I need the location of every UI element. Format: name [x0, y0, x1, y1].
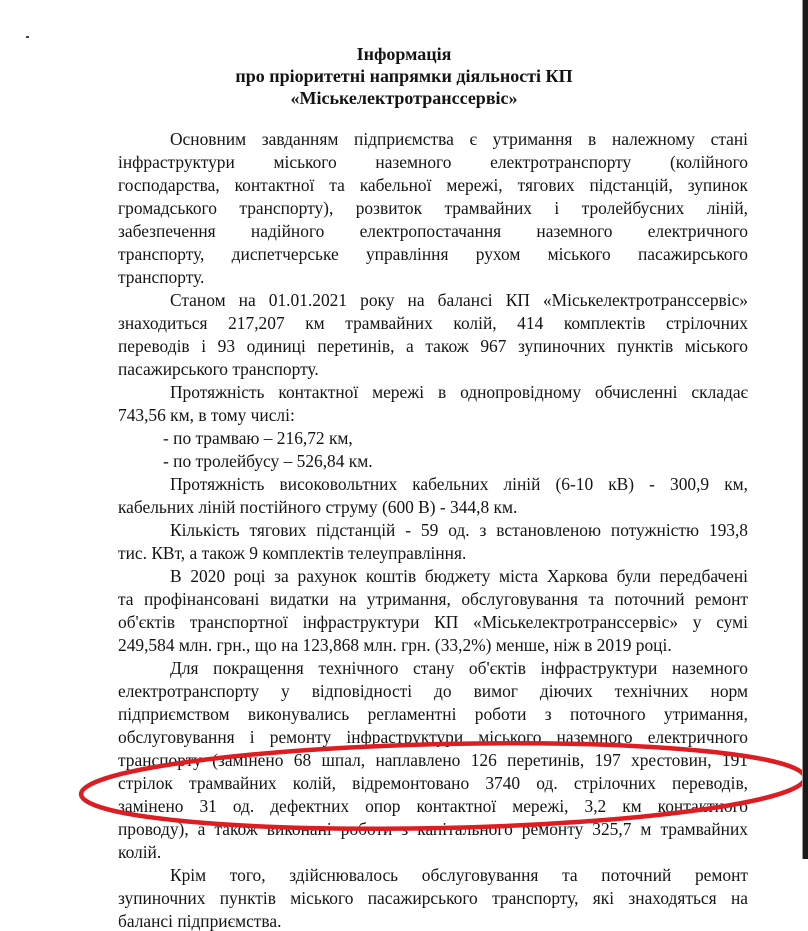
text-line: В 2020 році за рахунок коштів бюджету міста Харкова були передбачені: [170, 566, 748, 586]
text-line: громадського транспорту), розвиток трамвайних і тролейбусних ліній,: [118, 198, 748, 218]
text-line: замінено 31 од. дефектних опор контактної мережі, 3,2 км контактного: [118, 796, 748, 816]
doc-title: Інформація: [356, 44, 452, 64]
text-line: переводів і 93 одиниці перетинів, а також 967 зупиночних пунктів міського: [118, 336, 748, 356]
text-line: господарства, контактної та кабельної мережі, тягових підстанцій, зупинок: [118, 175, 748, 195]
text-line: 249,584 млн. грн., що на 123,868 млн. грн. (33,2%) менше, ніж в 2019 році.: [118, 635, 672, 655]
window-edge: [803, 0, 808, 859]
text-line: Крім того, здійснювалось обслуговування та поточний ремонт: [170, 865, 748, 885]
text-line: обслуговування і ремонту інфраструктури міського наземного електричного: [118, 727, 748, 747]
text-line: транспорту, диспетчерське управління рухом міського пасажирського: [118, 244, 748, 264]
text-line: знаходиться 217,207 км трамвайних колій, 414 комплектів стрілочних: [118, 313, 748, 333]
text-line: Протяжність контактної мережі в однопровідному обчисленні складає: [170, 382, 748, 402]
text-line: проводу), а також виконані роботи з капітального ремонту 325,7 м трамвайних: [118, 819, 748, 839]
list-item: - по трамваю – 216,72 км,: [163, 428, 353, 448]
text-line: підприємством виконувались регламентні роботи з поточного утримання,: [118, 704, 748, 724]
text-line: інфраструктури міського наземного електротранспорту (колійного: [118, 152, 748, 172]
text-line: та профінансовані видатки на утримання, обслуговування та поточний ремонт: [118, 589, 748, 609]
text-line: електротранспорту у відповідності до вимог діючих технічних норм: [118, 681, 748, 701]
text-line: Для покращення технічного стану об'єктів інфраструктури наземного: [170, 658, 748, 678]
text-line: Кількість тягових підстанцій - 59 од. з встановленою потужністю 193,8: [170, 520, 748, 540]
text-line: колій.: [118, 842, 162, 862]
text-line: Основним завданням підприємства є утримання в належному стані: [170, 129, 748, 149]
text-line: стрілок трамвайних колій, відремонтовано 3740 од. стрілочних переводів,: [118, 773, 748, 793]
doc-subtitle: про пріоритетні напрямки діяльності КП: [235, 66, 573, 86]
text-line: 743,56 км, в тому числі:: [118, 405, 295, 425]
text-line: пасажирського транспорту.: [118, 359, 319, 379]
text-line: Станом на 01.01.2021 року на балансі КП «Міськелектротранссервіс»: [170, 290, 748, 310]
text-line: зупиночних пунктів міського пасажирського транспорту, які знаходяться на: [118, 888, 748, 908]
text-line: забезпечення надійного електропостачання наземного електричного: [118, 221, 748, 241]
text-line: транспорту (замінено 68 шпал, наплавлено 126 перетинів, 197 хрестовин, 191: [118, 750, 748, 770]
text-line: балансі підприємства.: [118, 911, 282, 931]
text-line: Протяжність високовольтних кабельних ліній (6-10 кВ) - 300,9 км,: [170, 474, 748, 494]
text-line: тис. КВт, а також 9 комплектів телеуправління.: [118, 543, 467, 563]
text-line: транспорту.: [118, 267, 205, 287]
text-line: кабельних ліній постійного струму (600 В) - 344,8 км.: [118, 497, 518, 517]
scan-speck: [26, 36, 29, 38]
text-line: об'єктів транспортної інфраструктури КП «Міськелектротранссервіс» у сумі: [118, 612, 748, 632]
doc-org-name: «Міськелектротранссервіс»: [290, 88, 518, 108]
list-item: - по тролейбусу – 526,84 км.: [163, 451, 373, 471]
